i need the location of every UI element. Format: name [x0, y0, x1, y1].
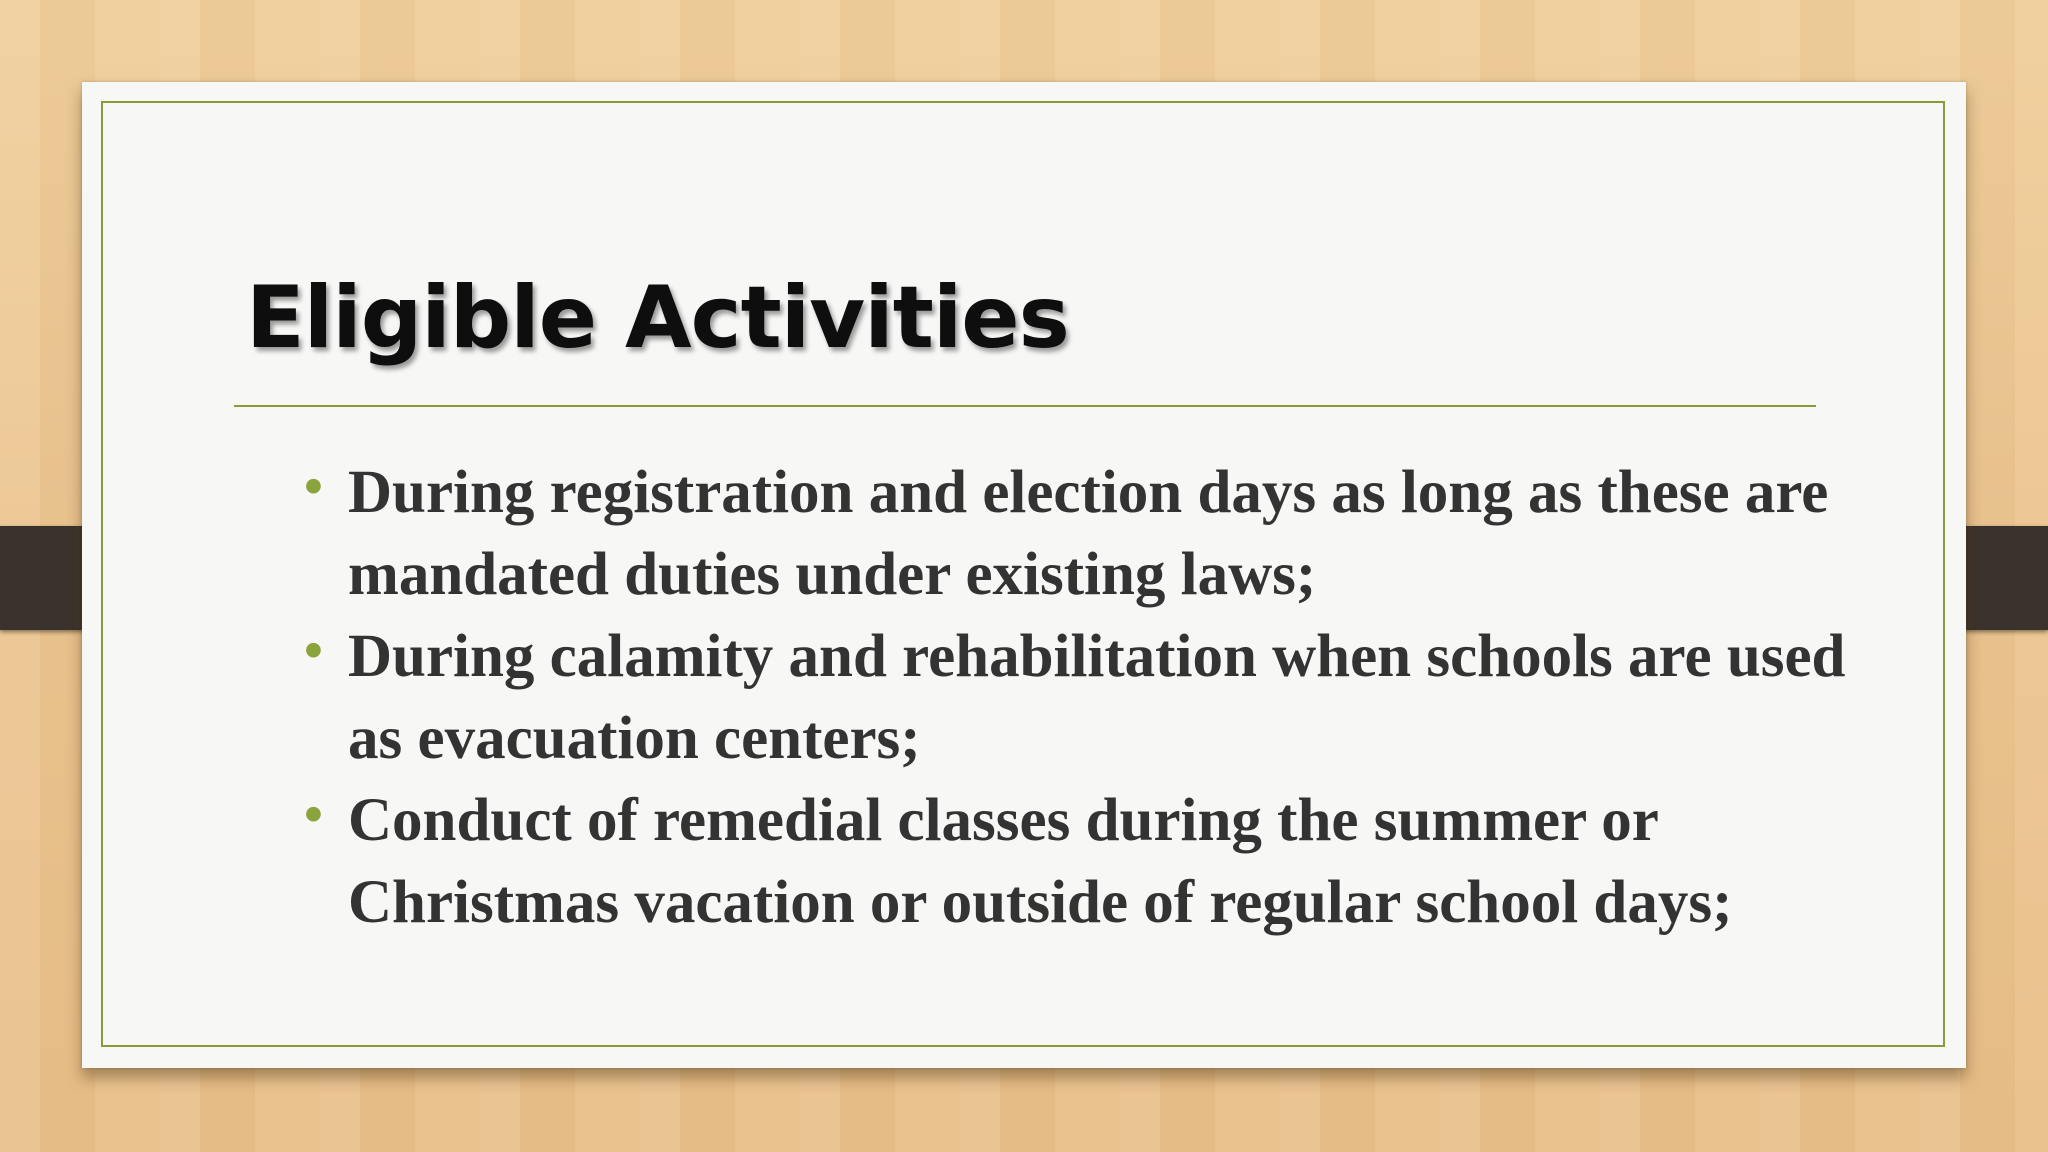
bullet-list: [296, 452, 1876, 944]
bullet-text: Conduct of remedial classes during the summer or Christmas vacation or outside of regular school days;: [348, 787, 1733, 936]
bullet-dot-icon: •: [304, 620, 323, 680]
title-divider: [234, 405, 1816, 407]
bullet-item: [296, 452, 1876, 616]
bullet-item: [296, 780, 1876, 944]
bullet-text: During registration and election days as long as these are mandated duties under existing laws;: [348, 459, 1829, 608]
bullet-dot-icon: •: [304, 784, 323, 844]
bullet-dot-icon: •: [304, 456, 323, 516]
bullet-item: [296, 616, 1876, 780]
slide-title: Eligible Activities: [246, 268, 1069, 368]
bullet-text: During calamity and rehabilitation when schools are used as evacuation centers;: [348, 623, 1846, 772]
